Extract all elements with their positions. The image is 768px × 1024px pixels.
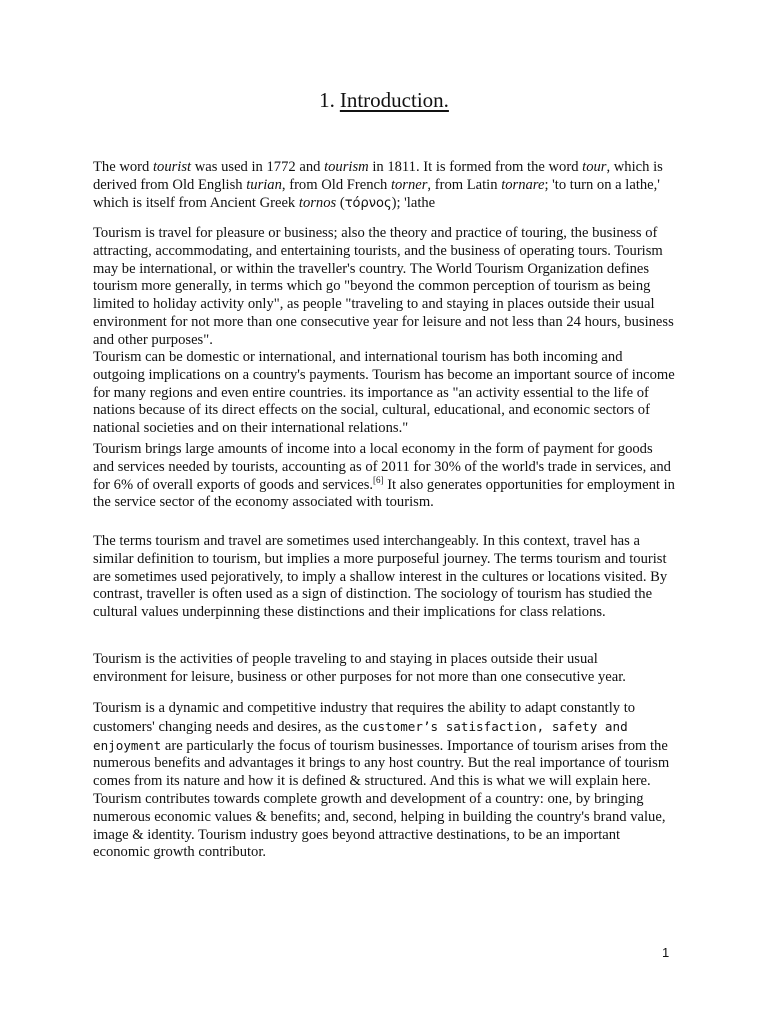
text-run: are particularly the focus of tourism businesses. Importance of tourism arises from the numerous benefits and advantages it brings to any host country. But the real importance of tourism comes from its nature and how it is defined & structured. And this is what we will explain here. Tourism contributes towards complete growth and development of a country: one, by bringing numerous economic values & benefits; and, second, helping in building the country's brand value, image & identity. Tourism industry goes beyond attractive destinations, to be an important economic growth contributor. [93,737,670,861]
italic-term: tour [582,159,607,175]
text-run: Tourism brings large amounts of income into a local economy in the form of payment for goods and services needed by tourists, accounting as of 2011 for 30% of the world's trade in services, and for 6% of overall exports of goods and services. [93,441,671,493]
paragraph-domestic-international: Tourism can be domestic or international, and international tourism has both incoming and outgoing implications on a country's payments. Tourism has become an important source of income for many regions and even entire countries. its importance as "an activity essential to the life of nations because of its direct effects on the social, cultural, educational, and economic sectors of national societies and on their international relations." [93,349,675,437]
text-run: It also generates opportunities for employment in the service sector of the economy associated with tourism. [93,476,675,511]
greek-term: τόρνος [344,195,392,211]
italic-term: torner [390,176,428,193]
paragraph-industry [93,700,675,862]
text-run: was used in 1772 and [191,159,325,175]
text-run: Tourism is a dynamic and competitive industry that requires the ability to adapt constantly to customers' changing needs and desires, as the [93,700,636,735]
italic-term: turian [246,176,282,193]
paragraph-terms: The terms tourism and travel are sometimes used interchangeably. In this context, travel has a similar definition to tourism, but implies a more purposeful journey. The terms tourism and tourist are sometimes used pejoratively, to imply a shallow interest in the cultures or locations visited. By contrast, traveller is often used as a sign of distinction. The sociology of tourism has studied the cultural values underpinning these distinctions and their implications for class relations. [93,533,668,621]
section-title: Introduction. [339,88,449,112]
italic-term: tornare [501,176,545,193]
paragraph-etymology [93,159,675,212]
text-run: , from Old French [281,176,391,193]
text-run: ); 'lathe [391,194,436,211]
section-number: 1. [319,88,335,112]
text-run: The word [93,159,153,175]
footnote-reference: [6] [373,474,384,485]
paragraph-definition: Tourism is travel for pleasure or business; also the theory and practice of touring, the business of attracting, accommodating, and entertaining tourists, and the business of operating tours. Tourism may be international, or within the traveller's country. The World Tourism Organization defines tourism more generally, in terms which go "beyond the common perception of tourism as being limited to holiday activity only", as people "traveling to and staying in places outside their usual environment for not more than one consecutive year for leisure and not less than 24 hours, business and other purposes". [93,225,674,348]
italic-term: tourism [324,159,369,175]
text-run: , which is derived from Old English [93,159,663,193]
paragraph-income [93,441,675,512]
italic-term: tourist [152,159,192,175]
text-run: ; 'to turn on a lathe,' which is itself from Ancient Greek [93,176,660,211]
text-run: ( [336,194,345,211]
text-run: , from Latin [427,176,502,193]
text-run-mono: customer’s satisfaction, safety and enjoyment [93,718,628,753]
italic-term: tornos [298,194,337,211]
page-title [0,86,768,114]
paragraph-activities: Tourism is the activities of people traveling to and staying in places outside their usual environment for leisure, business or other purposes for not more than one consecutive year. [93,651,626,685]
page-number: 1 [662,945,670,960]
text-run: in 1811. It is formed from the word [368,159,583,175]
